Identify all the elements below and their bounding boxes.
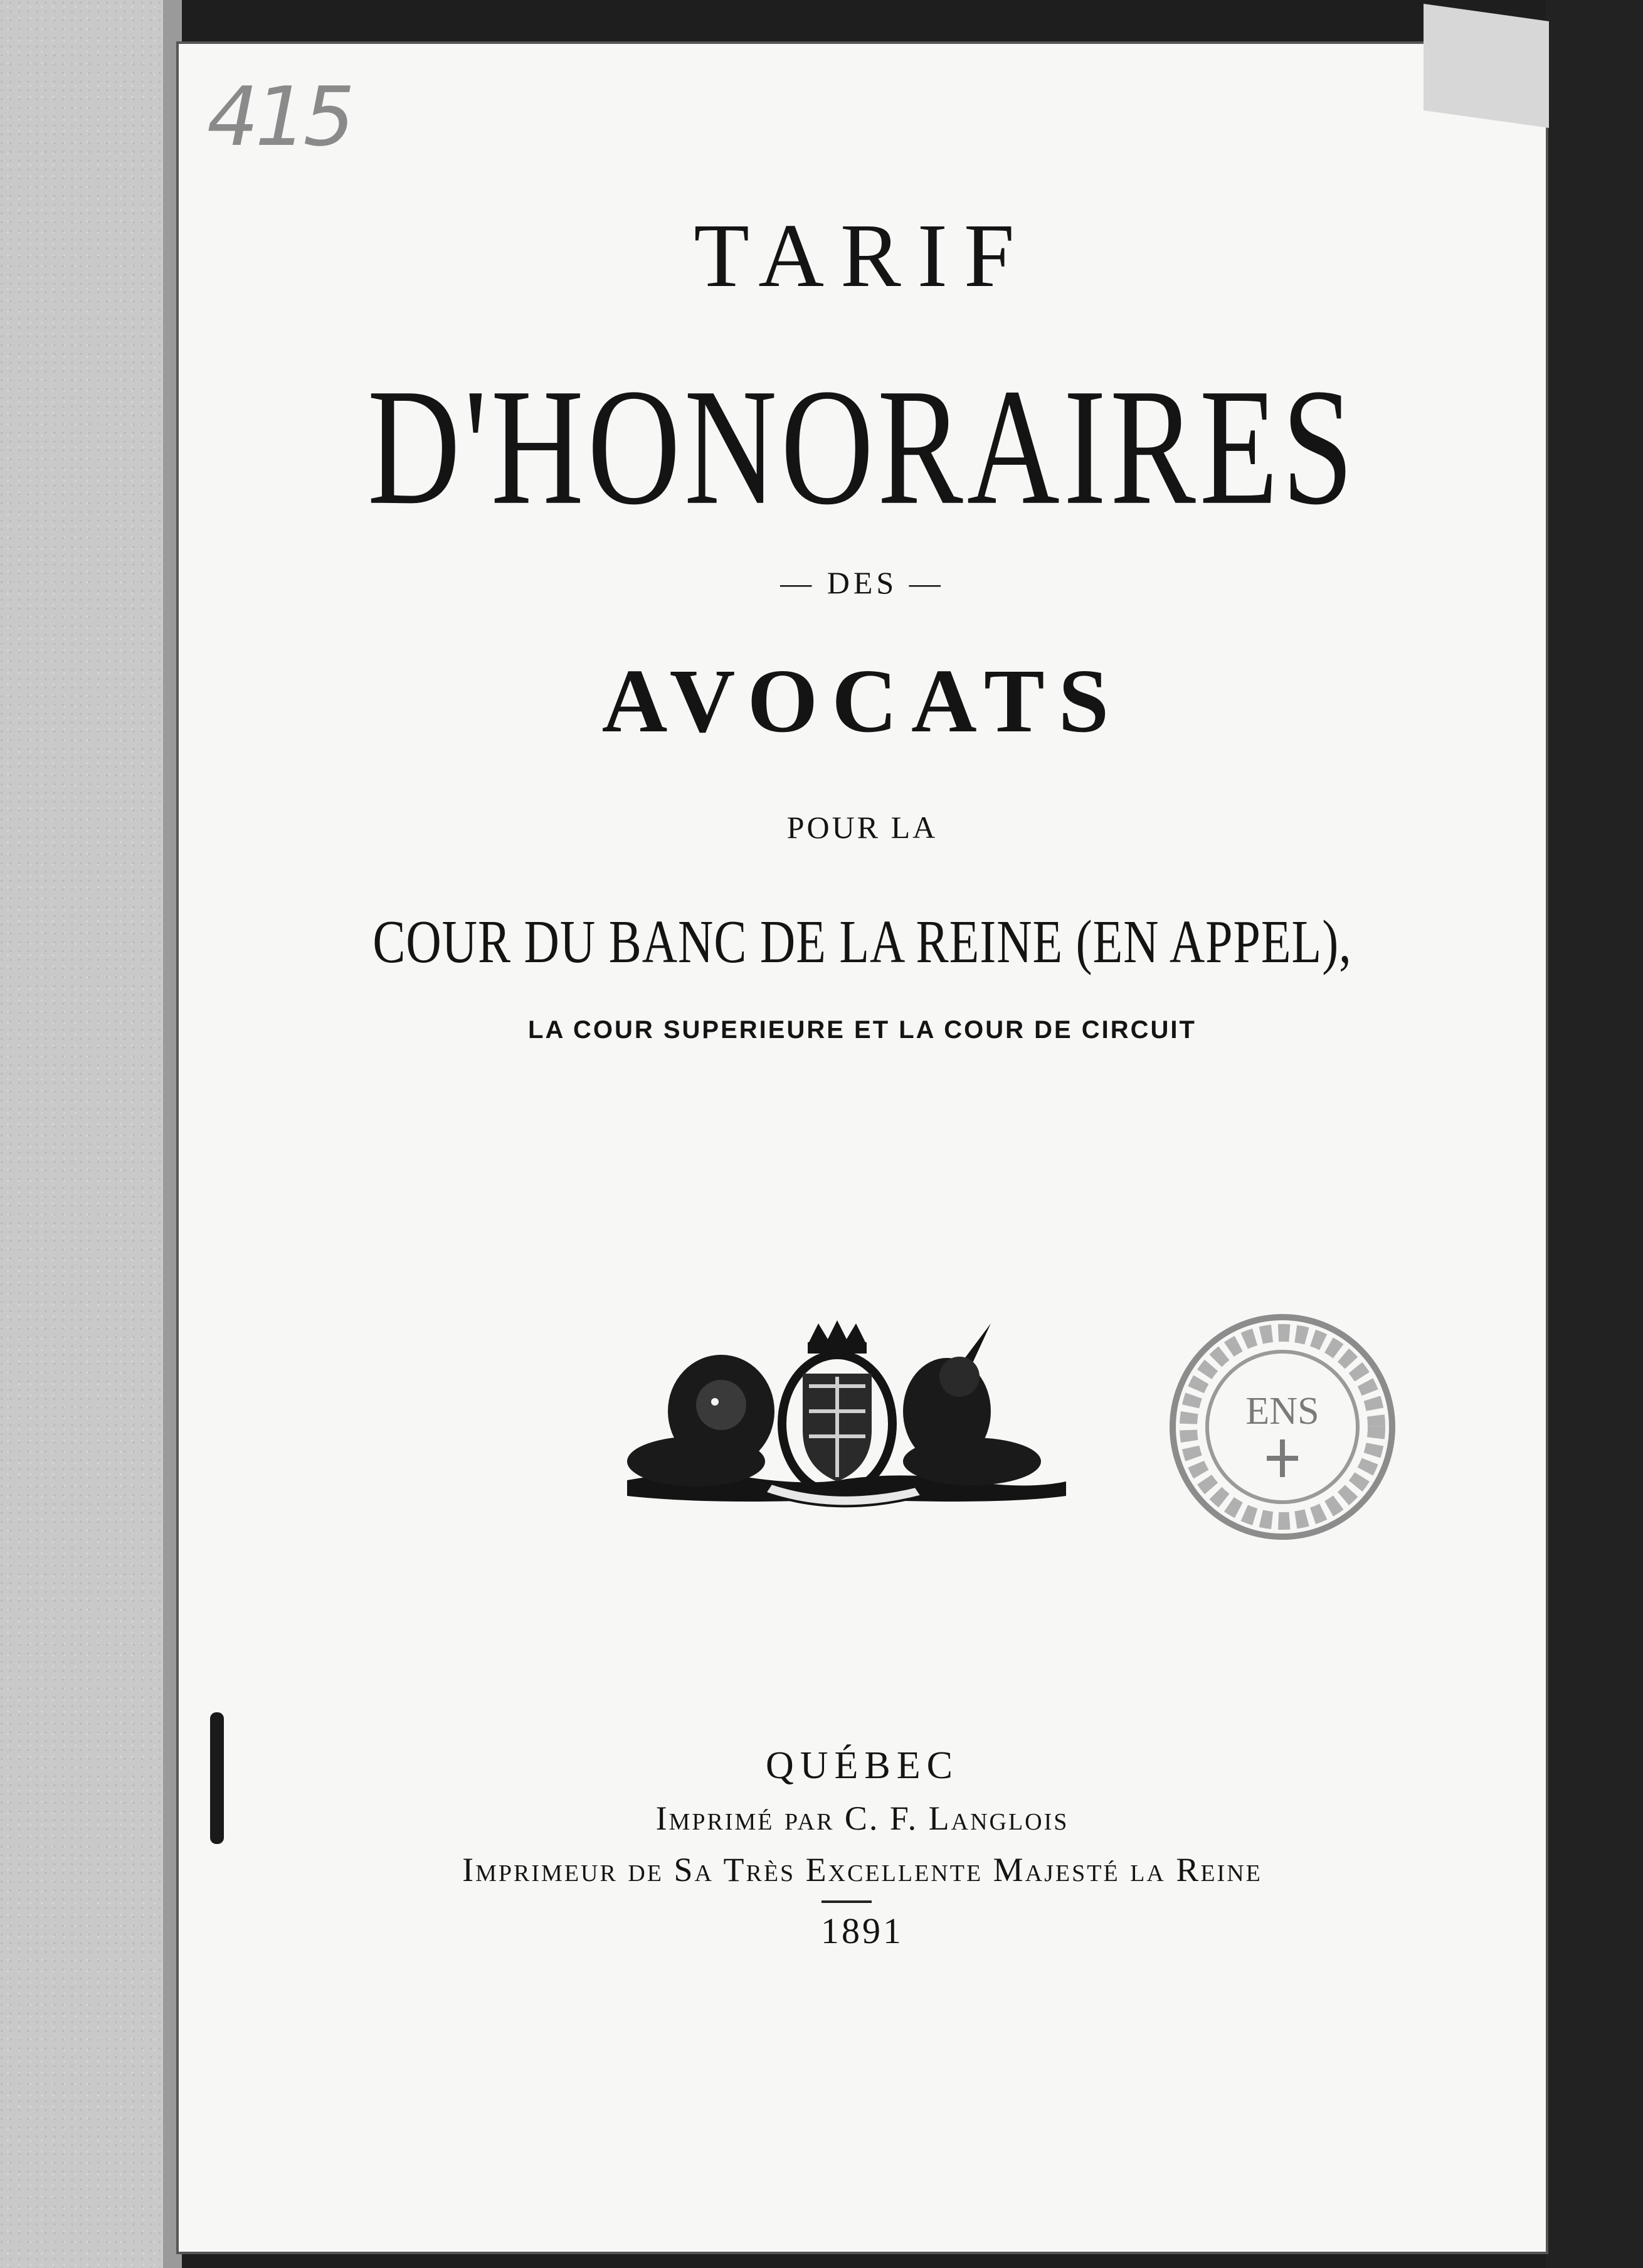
divider-rule bbox=[822, 1900, 872, 1903]
title-cour-du-banc: COUR DU BANC DE LA REINE (EN APPEL), bbox=[372, 907, 1352, 975]
title-cour-superieure: LA COUR SUPERIEURE ET LA COUR DE CIRCUIT bbox=[528, 1016, 1197, 1044]
title-honoraires: D'HONORAIRES bbox=[367, 354, 1358, 540]
title-avocats: AVOCATS bbox=[601, 651, 1123, 751]
handwritten-mark: 415 bbox=[207, 69, 352, 164]
scan-margin-right bbox=[1546, 0, 1643, 2268]
imprint-year: 1891 bbox=[821, 1910, 904, 1951]
library-stamp bbox=[1163, 1308, 1402, 1546]
imprint-printer-title: Imprimeur de Sa Très Excellente Majesté la Reine bbox=[462, 1851, 1262, 1889]
imprint-city: QUÉBEC bbox=[766, 1744, 959, 1787]
title-des: — DES — bbox=[780, 565, 944, 600]
title-pour-la: POUR LA bbox=[786, 810, 938, 845]
royal-coat-of-arms-emblem bbox=[621, 1317, 1072, 1518]
cover-board-strip bbox=[0, 0, 182, 2268]
folded-corner bbox=[1424, 4, 1549, 128]
imprint-printer: Imprimé par C. F. Langlois bbox=[655, 1799, 1069, 1837]
stamp-center-text: ENS bbox=[1245, 1390, 1319, 1433]
title-tarif: TARIF bbox=[694, 206, 1031, 306]
